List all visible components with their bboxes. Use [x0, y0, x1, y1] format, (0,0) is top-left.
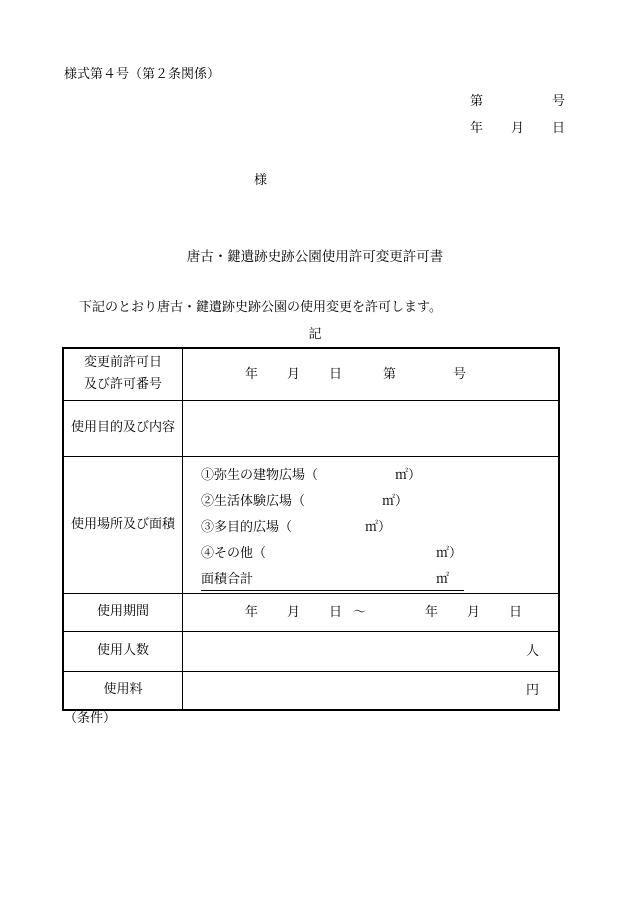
permit-table: [62, 347, 560, 711]
addressee-suffix: 様: [254, 173, 268, 188]
period-month2: 月: [467, 604, 481, 620]
prev-go-label: 号: [453, 367, 467, 382]
place-total: [201, 567, 558, 593]
document-number-line: [470, 95, 565, 108]
place-item-unit: ㎡）: [382, 493, 409, 509]
period-year2: 年: [425, 604, 439, 620]
intro-text: 下記のとおり唐古・鍵遺跡史跡公園の使用変更を許可します。: [79, 300, 442, 315]
period-day2: 日: [509, 604, 523, 620]
form-number: 様式第４号（第２条関係）: [64, 67, 221, 82]
prev-year-label: 年: [245, 367, 259, 382]
place-item-name: ②生活体験広場（: [201, 493, 306, 509]
prev-permit-label-line1: 変更前許可日: [83, 355, 162, 371]
table-row-prev-permit: [63, 348, 559, 400]
period-field[interactable]: [183, 593, 560, 631]
period-tilde: ～: [353, 604, 367, 620]
place-item: [201, 515, 558, 541]
year-label: 年: [470, 121, 484, 136]
month-label: 月: [510, 121, 524, 136]
total-underline: [201, 590, 464, 591]
document-title: 唐古・鍵遺跡史跡公園使用許可変更許可書: [186, 249, 444, 265]
place-item-unit: ㎡）: [436, 545, 463, 561]
dai-label: 第: [470, 94, 484, 109]
ki-label: 記: [308, 327, 322, 342]
people-field[interactable]: [183, 631, 560, 671]
day-label: 日: [551, 121, 565, 136]
prev-dai-label: 第: [383, 367, 397, 382]
fee-label: 使用料: [63, 671, 183, 710]
place-item-name: ④その他（: [201, 545, 267, 561]
period-label: 使用期間: [63, 593, 183, 631]
purpose-label: 使用目的及び内容: [63, 400, 183, 456]
period-month1: 月: [287, 604, 301, 620]
conditions-label: （条件）: [64, 711, 117, 726]
purpose-field[interactable]: [183, 400, 560, 456]
prev-month-label: 月: [287, 367, 301, 382]
fee-field[interactable]: [183, 671, 560, 710]
place-item: [201, 489, 558, 515]
place-total-unit: ㎡: [436, 571, 450, 587]
prev-day-label: 日: [329, 367, 343, 382]
prev-permit-field[interactable]: [183, 348, 560, 400]
people-unit: 人: [526, 643, 540, 659]
period-year1: 年: [245, 604, 259, 620]
table-row-purpose: [63, 400, 559, 456]
prev-permit-label: [63, 348, 183, 400]
place-item-name: ③多目的広場（: [201, 519, 293, 535]
place-field[interactable]: [183, 456, 560, 593]
table-row-place: [63, 456, 559, 593]
table-row-period: [63, 593, 559, 631]
fee-unit: 円: [526, 682, 540, 698]
table-row-people: [63, 631, 559, 671]
document-date-line: [470, 122, 565, 135]
go-label: 号: [551, 94, 565, 109]
table-row-fee: [63, 671, 559, 710]
prev-permit-label-line2: 及び許可番号: [83, 377, 162, 393]
place-item-unit: ㎡）: [395, 467, 422, 483]
period-day1: 日: [329, 604, 343, 620]
place-item-unit: ㎡）: [365, 519, 392, 535]
place-total-label: 面積合計: [201, 571, 254, 587]
people-label: 使用人数: [63, 631, 183, 671]
place-label: 使用場所及び面積: [63, 456, 183, 593]
place-item: [201, 463, 558, 489]
place-item-name: ①弥生の建物広場（: [201, 467, 319, 483]
place-item: [201, 541, 558, 567]
